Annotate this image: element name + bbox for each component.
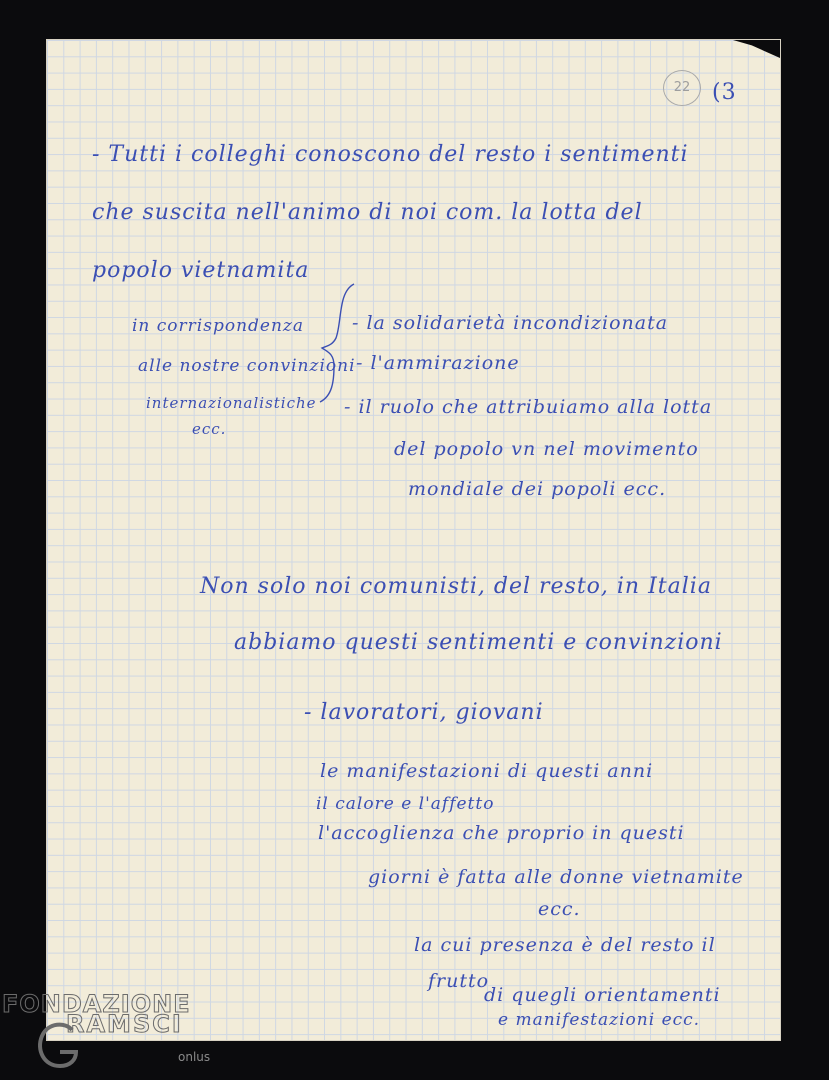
text-line-13: frutto [428, 970, 490, 992]
text-line-2: che suscita nell'animo di noi com. la lotta del [92, 200, 643, 225]
right-note-3: - il ruolo che attribuiamo alla lotta [344, 396, 713, 418]
right-note-1: - la solidarietà incondizionata [352, 312, 669, 334]
left-note-1: in corrispondenza [132, 316, 305, 336]
text-line-1: - Tutti i colleghi conoscono del resto i sentimenti [92, 142, 689, 167]
logo-text-1: FONDAZIONE [2, 990, 191, 1018]
left-note-4: ecc. [192, 420, 227, 438]
text-line-6: - lavoratori, giovani [304, 700, 544, 725]
text-line-4: Non solo noi comunisti, del resto, in Italia [200, 574, 712, 599]
manuscript-page [47, 40, 780, 1040]
text-line-7: le manifestazioni di questi anni [320, 760, 654, 782]
text-line-5: abbiamo questi sentimenti e convinzioni [234, 630, 723, 655]
left-note-2: alle nostre convinzioni [138, 356, 356, 376]
page-number-stamp: 22 [663, 70, 701, 106]
right-note-4: del popolo vn nel movimento [394, 438, 699, 460]
text-line-10: giorni è fatta alle donne vietnamite [368, 866, 744, 888]
text-line-9: l'accoglienza che proprio in questi [318, 822, 685, 844]
text-line-3: popolo vietnamita [92, 258, 310, 283]
folio-mark: (3 [712, 80, 737, 105]
fondazione-gramsci-logo [2, 990, 262, 1080]
text-line-12: la cui presenza è del resto il [414, 934, 716, 956]
logo-onlus: onlus [178, 1050, 211, 1064]
left-note-3: internazionalistiche [146, 394, 317, 412]
brace-mark [318, 282, 358, 404]
right-note-5: mondiale dei popoli ecc. [408, 478, 667, 500]
right-note-2: - l'ammirazione [356, 352, 520, 374]
text-line-15: e manifestazioni ecc. [498, 1010, 701, 1030]
text-line-8: il calore e l'affetto [316, 794, 495, 814]
text-line-14: di quegli orientamenti [484, 984, 721, 1006]
logo-text-2: RAMSCI [66, 1010, 183, 1038]
text-line-11: ecc. [538, 898, 581, 920]
